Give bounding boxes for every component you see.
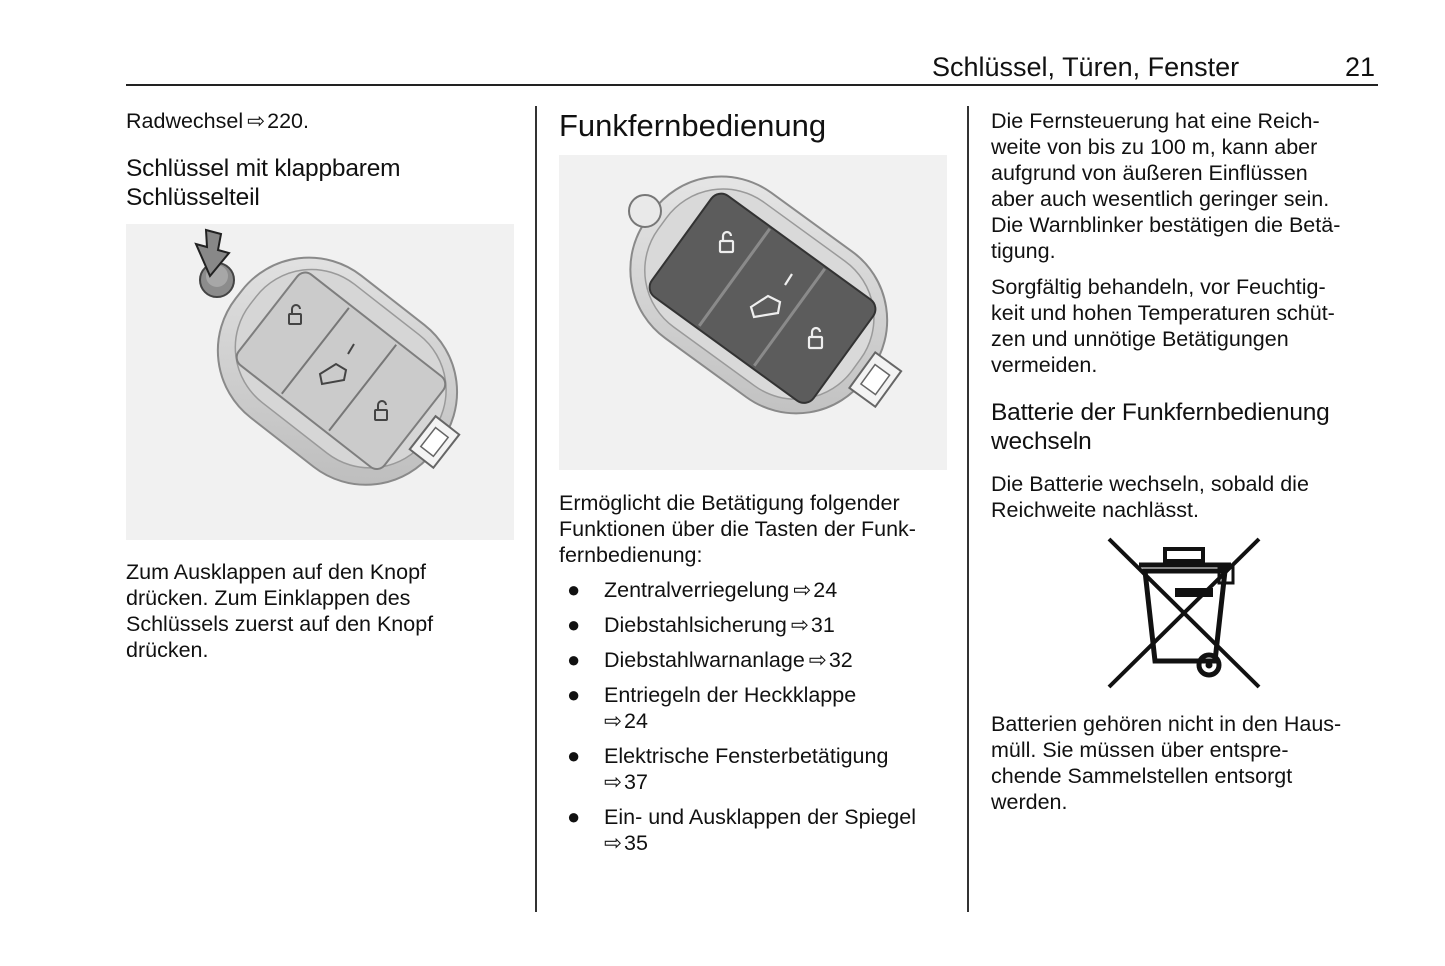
intro-paragraph	[126, 108, 309, 134]
paragraph-line: müll. Sie müssen über entspre-	[991, 738, 1289, 762]
reference-arrow-icon: ⇨	[604, 770, 623, 794]
caption-line: drücken.	[126, 638, 209, 662]
functions-list	[559, 577, 959, 865]
care-paragraph	[991, 274, 1335, 378]
battery-heading-line: wechseln	[991, 428, 1092, 455]
key-caption	[126, 559, 433, 663]
folding-key-illustration	[126, 224, 514, 540]
key-heading-line: Schlüsselteil	[126, 184, 260, 211]
reference-arrow-icon: ⇨	[808, 648, 827, 672]
bullet-icon: ●	[567, 743, 581, 768]
remote-heading: Funkfernbedienung	[559, 108, 827, 143]
list-item-text: Ein- und Ausklappen der Spiegel	[604, 805, 916, 829]
caption-line: Schlüssels zuerst auf den Knopf	[126, 612, 434, 636]
intro-reference[interactable]: 220.	[267, 109, 309, 133]
paragraph-line: vermeiden.	[991, 353, 1098, 377]
key-heading-line: Schlüssel mit klappbarem	[126, 155, 401, 182]
paragraph-line: tigung.	[991, 239, 1056, 263]
list-item-text: Entriegeln der Heckklappe	[604, 683, 857, 707]
functions-intro	[559, 490, 916, 568]
intro-line: fernbedienung:	[559, 543, 703, 567]
reference-arrow-icon: ⇨	[247, 109, 266, 133]
crossed-out-bin-icon	[1105, 535, 1265, 691]
disposal-paragraph	[991, 711, 1341, 815]
bullet-icon: ●	[567, 577, 581, 602]
paragraph-line: Batterien gehören nicht in den Haus-	[991, 712, 1342, 736]
bullet-icon: ●	[567, 804, 581, 829]
column-divider-1	[535, 106, 537, 912]
list-item-text: Diebstahlwarnanlage	[604, 648, 805, 672]
range-paragraph	[991, 108, 1340, 264]
reference-arrow-icon: ⇨	[793, 578, 812, 602]
list-item-text: Elektrische Fensterbetätigung	[604, 744, 889, 768]
paragraph-line: aber auch wesentlich geringer sein.	[991, 187, 1330, 211]
list-item-reference[interactable]: 37	[624, 770, 648, 794]
list-item	[559, 682, 959, 734]
list-item	[559, 804, 959, 856]
caption-line: Zum Ausklappen auf den Knopf	[126, 560, 427, 584]
paragraph-line: keit und hohen Temperaturen schüt-	[991, 301, 1335, 325]
list-item-reference[interactable]: 31	[810, 613, 835, 637]
list-item-text: Zentralverriegelung	[604, 578, 790, 602]
paragraph-line: werden.	[991, 790, 1068, 814]
list-item-reference[interactable]: 35	[624, 831, 648, 855]
battery-paragraph	[991, 471, 1309, 523]
header-rule	[126, 84, 1378, 86]
key-heading	[126, 154, 400, 212]
paragraph-line: Sorgfältig behandeln, vor Feuchtig-	[991, 275, 1326, 299]
list-item	[559, 612, 959, 638]
intro-line: Ermöglicht die Betätigung folgender	[559, 491, 900, 515]
paragraph-line: Die Warnblinker bestätigen die Betä-	[991, 213, 1341, 237]
column-divider-2	[967, 106, 969, 912]
list-item	[559, 647, 959, 673]
list-item-reference[interactable]: 32	[828, 648, 853, 672]
paragraph-line: Die Fernsteuerung hat eine Reich-	[991, 109, 1320, 133]
paragraph-line: Die Batterie wechseln, sobald die	[991, 472, 1309, 496]
list-item-reference[interactable]: 24	[624, 709, 648, 733]
intro-text: Radwechsel	[126, 109, 244, 133]
bullet-icon: ●	[567, 612, 581, 637]
reference-arrow-icon: ⇨	[790, 613, 809, 637]
list-item-text: Diebstahlsicherung	[604, 613, 787, 637]
intro-line: Funktionen über die Tasten der Funk-	[559, 517, 916, 541]
caption-line: drücken. Zum Einklappen des	[126, 586, 411, 610]
bullet-icon: ●	[567, 647, 581, 672]
reference-arrow-icon: ⇨	[604, 709, 623, 733]
bullet-icon: ●	[567, 682, 581, 707]
paragraph-line: Reichweite nachlässt.	[991, 498, 1199, 522]
list-item-reference[interactable]: 24	[813, 578, 838, 602]
paragraph-line: aufgrund von äußeren Einflüssen	[991, 161, 1308, 185]
remote-control-illustration	[559, 155, 947, 470]
section-title: Schlüssel, Türen, Fenster	[932, 52, 1240, 82]
list-item	[559, 743, 959, 795]
list-item	[559, 577, 959, 603]
page-number: 21	[1345, 52, 1376, 82]
reference-arrow-icon: ⇨	[604, 831, 623, 855]
battery-heading	[991, 398, 1330, 456]
paragraph-line: weite von bis zu 100 m, kann aber	[991, 135, 1318, 159]
battery-heading-line: Batterie der Funkfernbedienung	[991, 399, 1330, 426]
paragraph-line: zen und unnötige Betätigungen	[991, 327, 1289, 351]
paragraph-line: chende Sammelstellen entsorgt	[991, 764, 1293, 788]
